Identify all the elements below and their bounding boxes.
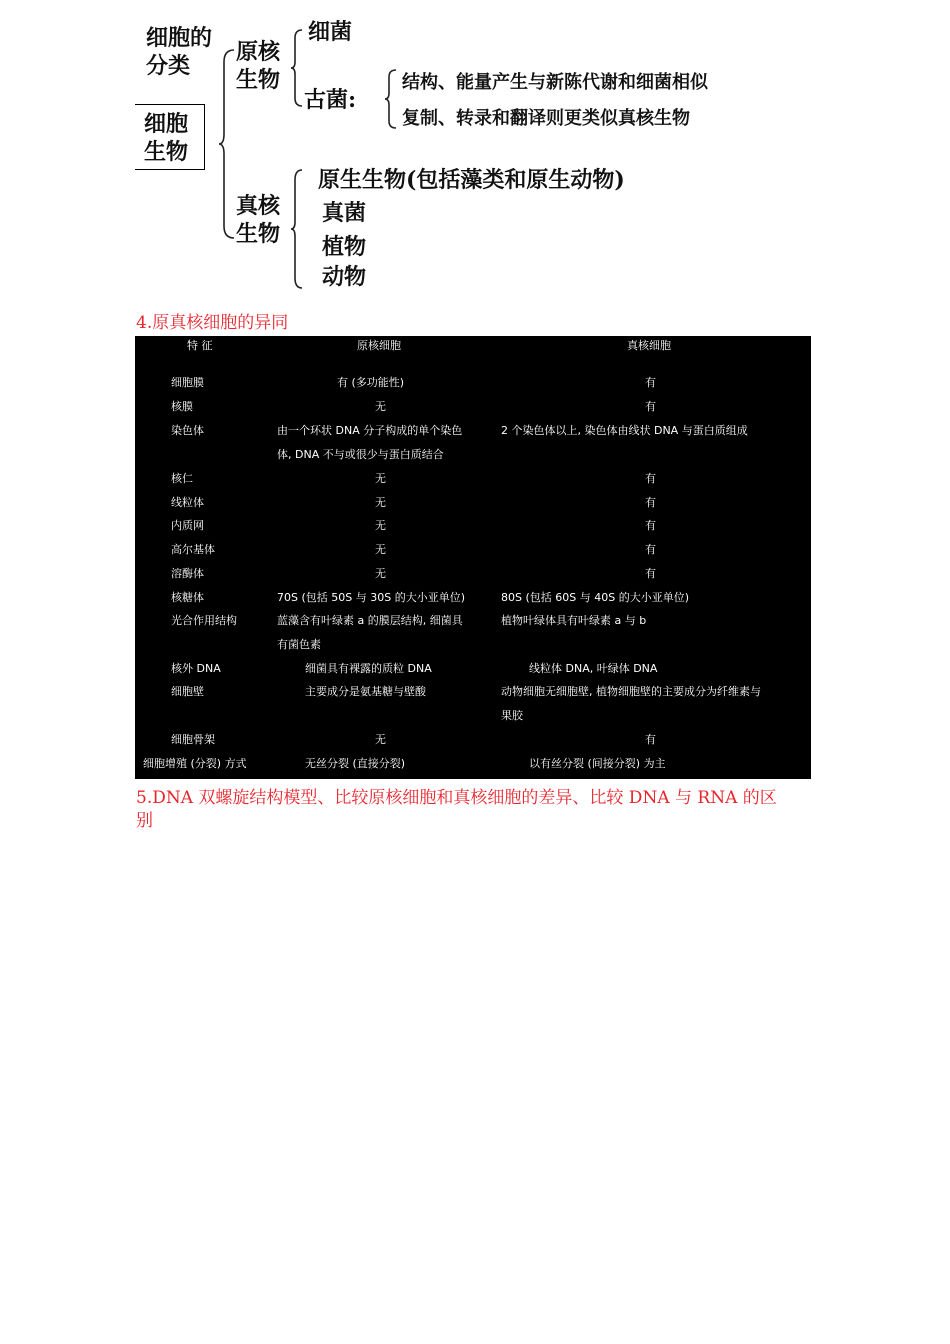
table-row-feature: 核仁 [171, 472, 193, 485]
archaea-note-1: 结构、能量产生与新陈代谢和细菌相似 [402, 72, 708, 93]
table-row-feature: 染色体 [171, 424, 204, 437]
table-row-eukaryotic: 80S (包括 60S 与 40S 的大小亚单位) [501, 591, 690, 604]
table-header-eukaryotic: 真核细胞 [627, 339, 671, 352]
table-row-prokaryotic: 主要成分是氨基糖与壁酸 [305, 685, 426, 698]
table-header-prokaryotic: 原核细胞 [357, 339, 401, 352]
table-row-prokaryotic: 由一个环状 DNA 分子构成的单个染色 [277, 424, 463, 437]
table-row-eukaryotic: 2 个染色体以上, 染色体由线状 DNA 与蛋白质组成 [501, 424, 748, 437]
table-row-eukaryotic: 有 [645, 733, 656, 746]
table-row-eukaryotic: 有 [645, 376, 656, 389]
main-brace [218, 48, 238, 240]
table-row-prokaryotic: 无 [375, 543, 386, 556]
table-row-feature: 光合作用结构 [171, 614, 237, 627]
table-row-prokaryotic: 无 [375, 567, 386, 580]
root-label: 细胞的 分类 [146, 25, 213, 79]
table-row-eukaryotic: 有 [645, 496, 656, 509]
section4-heading: 4.原真核细胞的异同 [136, 313, 289, 333]
table-row-eukaryotic: 线粒体 DNA, 叶绿体 DNA [529, 662, 658, 675]
comparison-table [135, 336, 811, 779]
eukaryote-item-fungi: 真菌 [322, 200, 367, 226]
table-row-prokaryotic: 有 (多功能性) [337, 376, 405, 389]
table-row-prokaryotic: 无 [375, 472, 386, 485]
table-row-feature: 核外 DNA [171, 662, 221, 675]
eukaryote-item-protist: 原生生物(包括藻类和原生动物) [318, 167, 625, 193]
table-row-eukaryotic: 植物叶绿体具有叶绿素 a 与 b [501, 614, 647, 627]
table-row-eukaryotic: 有 [645, 472, 656, 485]
archaea-brace [384, 68, 398, 130]
table-row-feature: 溶酶体 [171, 567, 204, 580]
prokaryote-label: 原核 生物 [236, 39, 281, 93]
table-row-prokaryotic-cont: 体, DNA 不与或很少与蛋白质结合 [277, 448, 444, 461]
table-row-feature: 核糖体 [171, 591, 204, 604]
table-row-feature: 高尔基体 [171, 543, 215, 556]
table-row-prokaryotic: 蓝藻含有叶绿素 a 的膜层结构, 细菌具 [277, 614, 463, 627]
table-header-feature: 特 征 [187, 339, 213, 352]
archaea-label: 古菌: [304, 87, 357, 113]
prokaryote-brace [290, 28, 304, 108]
table-row-feature: 细胞骨架 [171, 733, 215, 746]
table-row-eukaryotic: 以有丝分裂 (间接分裂) 为主 [529, 757, 666, 770]
table-row-eukaryotic: 有 [645, 543, 656, 556]
table-row-eukaryotic-cont: 果胶 [501, 709, 523, 722]
table-row-feature: 内质网 [171, 519, 204, 532]
archaea-note-2: 复制、转录和翻译则更类似真核生物 [402, 108, 690, 129]
table-row-feature: 线粒体 [171, 496, 204, 509]
table-row-eukaryotic: 有 [645, 567, 656, 580]
bacteria-label: 细菌 [308, 19, 353, 45]
cellular-label: 细胞 生物 [144, 111, 189, 165]
section5-heading-line2: 别 [136, 811, 153, 831]
table-row-eukaryotic: 动物细胞无细胞壁, 植物细胞壁的主要成分为纤维素与 [501, 685, 761, 698]
table-row-prokaryotic: 无 [375, 400, 386, 413]
eukaryote-brace [290, 168, 304, 290]
eukaryote-item-animal: 动物 [322, 264, 367, 290]
eukaryote-item-plant: 植物 [322, 234, 367, 260]
table-row-prokaryotic: 无 [375, 733, 386, 746]
table-row-prokaryotic: 70S (包括 50S 与 30S 的大小亚单位) [277, 591, 466, 604]
table-row-prokaryotic: 无 [375, 496, 386, 509]
table-row-eukaryotic: 有 [645, 400, 656, 413]
table-row-eukaryotic: 有 [645, 519, 656, 532]
table-row-prokaryotic: 无丝分裂 (直接分裂) [305, 757, 406, 770]
table-row-prokaryotic: 细菌具有裸露的质粒 DNA [305, 662, 432, 675]
table-row-prokaryotic-cont: 有菌色素 [277, 638, 321, 651]
table-row-feature: 细胞增殖 (分裂) 方式 [143, 757, 247, 770]
section5-heading-line1: 5.DNA 双螺旋结构模型、比较原核细胞和真核细胞的差异、比较 DNA 与 RNA 的区 [136, 788, 777, 808]
table-row-prokaryotic: 无 [375, 519, 386, 532]
eukaryote-label: 真核 生物 [236, 193, 281, 247]
table-row-feature: 细胞壁 [171, 685, 204, 698]
table-row-feature: 核膜 [171, 400, 193, 413]
table-row-feature: 细胞膜 [171, 376, 204, 389]
